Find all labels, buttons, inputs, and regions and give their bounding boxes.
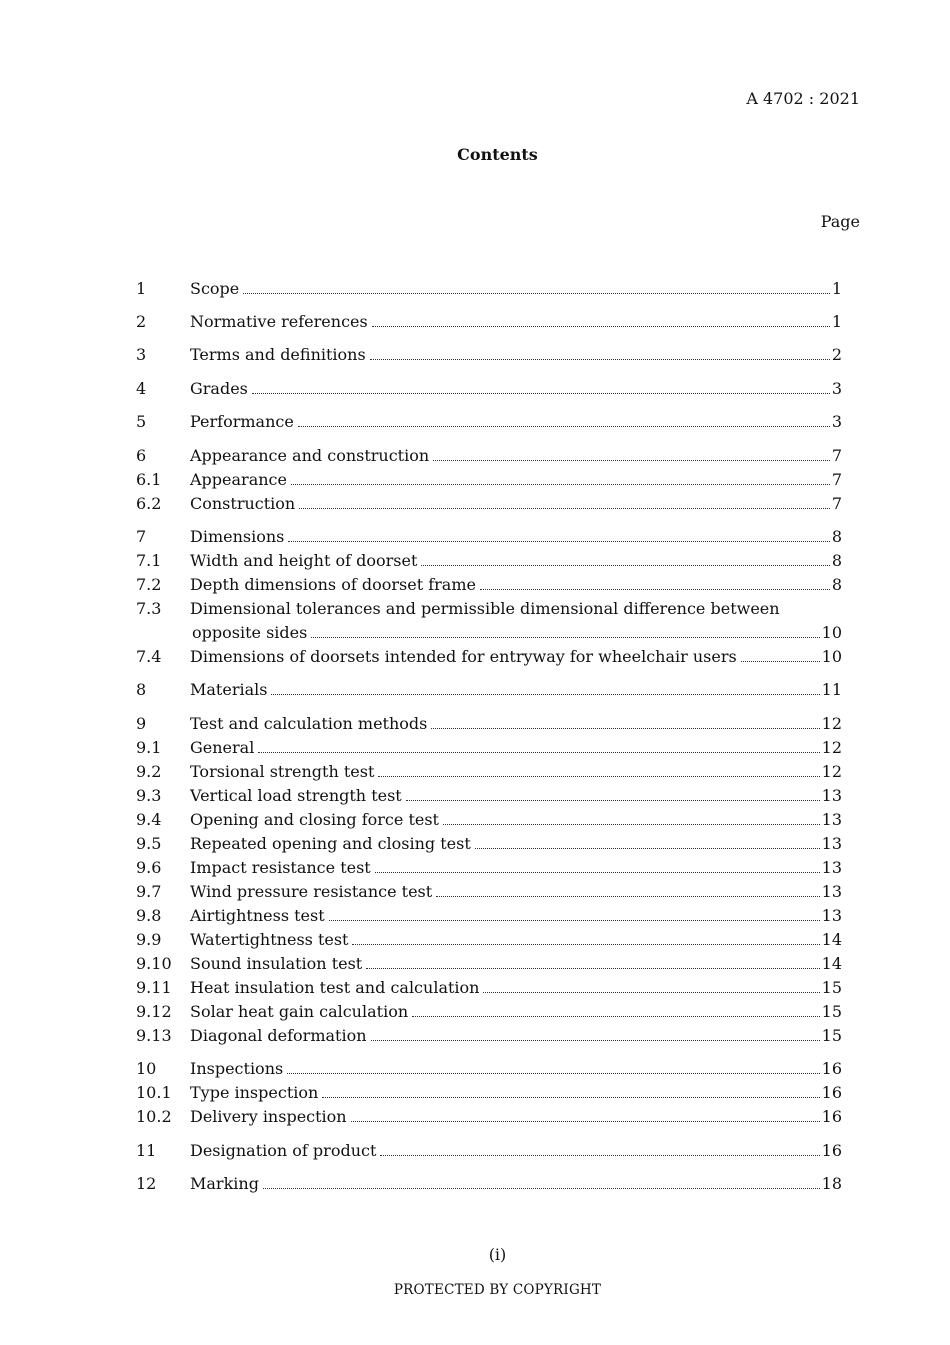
- toc-entry-title: Dimensional tolerances and permissible dimensional difference between: [190, 599, 780, 618]
- toc-entry-title: Performance: [190, 412, 294, 431]
- toc-entry-number: 9: [136, 714, 147, 733]
- toc-entry[interactable]: [136, 646, 842, 668]
- toc-entry-page: 13: [821, 810, 842, 829]
- toc-entry-page: 1: [831, 312, 842, 331]
- toc-entry-title: Construction: [190, 494, 296, 513]
- toc-entry-page: 7: [831, 470, 842, 489]
- leader-dots: [298, 411, 830, 427]
- toc-entry-number: 9.10: [136, 954, 172, 973]
- toc-entry-number: 10: [136, 1059, 157, 1078]
- toc-entry-page: 11: [821, 680, 842, 699]
- toc-entry-page: 13: [821, 858, 842, 877]
- leader-dots: [480, 574, 830, 590]
- toc-entry-title: Marking: [190, 1174, 259, 1193]
- leader-dots: [443, 809, 820, 825]
- leader-dots: [380, 1140, 819, 1156]
- toc-entry-page: 16: [821, 1141, 842, 1160]
- toc-entry-page: 14: [821, 930, 842, 949]
- toc-entry[interactable]: [136, 526, 842, 548]
- toc-entry[interactable]: [136, 378, 842, 400]
- toc-entry-page: 12: [821, 714, 842, 733]
- toc-entry-number: 9.8: [136, 906, 162, 925]
- page-column-label: Page: [820, 212, 860, 231]
- toc-entry-number: 7.4: [136, 647, 162, 666]
- leader-dots: [412, 1001, 820, 1017]
- toc-entry[interactable]: [136, 1173, 842, 1195]
- toc-entry-page: 15: [821, 978, 842, 997]
- leader-dots: [375, 857, 820, 873]
- toc-entry-page: 8: [831, 575, 842, 594]
- toc-entry-page: 15: [821, 1026, 842, 1045]
- leader-dots: [431, 713, 819, 729]
- toc-entry-number: 1: [136, 279, 147, 298]
- toc-entry-title: Appearance and construction: [190, 446, 430, 465]
- toc-entry-title: Dimensions: [190, 527, 285, 546]
- toc-entry-number: 9.12: [136, 1002, 172, 1021]
- toc-entry[interactable]: [136, 929, 842, 951]
- toc-entry-page: 8: [831, 527, 842, 546]
- toc-entry-number: 4: [136, 379, 147, 398]
- toc-entry[interactable]: [136, 493, 842, 515]
- toc-entry-title: Diagonal deformation: [190, 1026, 367, 1045]
- standard-id: A 4702 : 2021: [746, 89, 860, 108]
- toc-entry[interactable]: [136, 311, 842, 333]
- toc-entry-title: Delivery inspection: [190, 1107, 347, 1126]
- leader-dots: [352, 929, 819, 945]
- toc-entry[interactable]: [136, 713, 842, 735]
- leader-dots: [299, 493, 830, 509]
- toc-entry-page: 12: [821, 738, 842, 757]
- leader-dots: [483, 977, 819, 993]
- toc-entry[interactable]: [136, 953, 842, 975]
- toc-entry-number: 9.5: [136, 834, 162, 853]
- toc-entry-title: Test and calculation methods: [190, 714, 428, 733]
- toc-entry-title: Depth dimensions of doorset frame: [190, 575, 476, 594]
- toc-entry-title: Grades: [190, 379, 248, 398]
- toc-entry-number: 10.2: [136, 1107, 172, 1126]
- toc-entry-number: 6.1: [136, 470, 162, 489]
- leader-dots: [366, 953, 819, 969]
- toc-entry-page: 1: [831, 279, 842, 298]
- leader-dots: [421, 550, 829, 566]
- leader-dots: [436, 881, 819, 897]
- toc-entry-title: Scope: [190, 279, 240, 298]
- toc-entry-title: Type inspection: [190, 1083, 319, 1102]
- toc-entry-title: Repeated opening and closing test: [190, 834, 471, 853]
- leader-dots: [475, 833, 820, 849]
- toc-entry-title: Opening and closing force test: [190, 810, 439, 829]
- toc-entry-title: Designation of product: [190, 1141, 377, 1160]
- toc-entry[interactable]: [136, 278, 842, 300]
- toc-entry-page: 12: [821, 762, 842, 781]
- leader-dots: [291, 469, 830, 485]
- toc-entry[interactable]: [136, 737, 842, 759]
- toc-entry-page: 16: [821, 1059, 842, 1078]
- toc-entry-number: 6: [136, 446, 147, 465]
- toc-entry-title: Airtightness test: [190, 906, 325, 925]
- toc-entry-page: 10: [821, 623, 842, 642]
- toc-entry[interactable]: [136, 469, 842, 491]
- toc-entry-page: 7: [831, 494, 842, 513]
- toc-entry[interactable]: [136, 679, 842, 701]
- toc-entry-page: 7: [831, 446, 842, 465]
- leader-dots: [433, 445, 830, 461]
- toc-entry-title-continued: opposite sides: [192, 623, 308, 642]
- leader-dots: [322, 1082, 819, 1098]
- leader-dots: [378, 761, 819, 777]
- toc-entry-number: 11: [136, 1141, 157, 1160]
- toc-entry-page: 13: [821, 906, 842, 925]
- toc-entry-page: 14: [821, 954, 842, 973]
- toc-entry-number: 9.2: [136, 762, 162, 781]
- leader-dots: [287, 1058, 819, 1074]
- toc-entry-title: Terms and definitions: [190, 345, 366, 364]
- toc-entry[interactable]: [136, 809, 842, 831]
- toc-entry-page: 13: [821, 834, 842, 853]
- toc-entry-number: 6.2: [136, 494, 162, 513]
- toc-entry[interactable]: [136, 550, 842, 572]
- page-title: Contents: [457, 145, 538, 164]
- toc-entry-number: 5: [136, 412, 147, 431]
- toc-entry-number: 8: [136, 680, 147, 699]
- toc-entry-title: Appearance: [190, 470, 287, 489]
- toc-entry-number: 9.3: [136, 786, 162, 805]
- toc-entry-page: 18: [821, 1174, 842, 1193]
- leader-dots: [370, 344, 830, 360]
- toc-entry[interactable]: [136, 1106, 842, 1128]
- leader-dots: [243, 278, 830, 294]
- toc-entry[interactable]: [136, 598, 842, 620]
- toc-entry[interactable]: [136, 1025, 842, 1047]
- toc-entry-title: Sound insulation test: [190, 954, 363, 973]
- toc-entry-page: 2: [831, 345, 842, 364]
- toc-entry-title: Wind pressure resistance test: [190, 882, 433, 901]
- toc-entry-number: 7.1: [136, 551, 162, 570]
- toc-entry[interactable]: [136, 411, 842, 433]
- leader-dots: [263, 1173, 820, 1189]
- toc-entry-page: 15: [821, 1002, 842, 1021]
- toc-entry-number: 9.11: [136, 978, 172, 997]
- toc-entry-number: 3: [136, 345, 147, 364]
- toc-entry-page: 10: [821, 647, 842, 666]
- leader-dots: [741, 646, 820, 662]
- toc-entry[interactable]: [136, 977, 842, 999]
- leader-dots: [258, 737, 819, 753]
- toc-entry[interactable]: [136, 1058, 842, 1080]
- toc-entry[interactable]: [136, 857, 842, 879]
- leader-dots: [372, 311, 830, 327]
- toc-entry-title: Dimensions of doorsets intended for entryway for wheelchair users: [190, 647, 737, 666]
- toc-entry-title: Width and height of doorset: [190, 551, 418, 570]
- toc-entry-page: 13: [821, 786, 842, 805]
- toc-entry-title: General: [190, 738, 255, 757]
- leader-dots: [288, 526, 829, 542]
- toc-entry-page: 13: [821, 882, 842, 901]
- toc-entry-title: Inspections: [190, 1059, 284, 1078]
- toc-entry[interactable]: [136, 574, 842, 596]
- toc-entry-title: Watertightness test: [190, 930, 349, 949]
- toc-entry-number: 7.3: [136, 599, 162, 618]
- toc-entry-number: 12: [136, 1174, 157, 1193]
- toc-entry-number: 2: [136, 312, 147, 331]
- toc-entry[interactable]: [136, 905, 842, 927]
- leader-dots: [271, 679, 819, 695]
- toc-entry-number: 9.4: [136, 810, 162, 829]
- toc-entry-number: 10.1: [136, 1083, 172, 1102]
- toc-entry[interactable]: [136, 1082, 842, 1104]
- toc-entry[interactable]: [136, 1140, 842, 1162]
- toc-entry-number: 9.1: [136, 738, 162, 757]
- toc-entry-number: 9.9: [136, 930, 162, 949]
- leader-dots: [371, 1025, 820, 1041]
- toc-entry-number: 7.2: [136, 575, 162, 594]
- toc-entry[interactable]: [136, 761, 842, 783]
- toc-entry[interactable]: [136, 881, 842, 903]
- toc-entry[interactable]: [136, 785, 842, 807]
- leader-dots: [329, 905, 820, 921]
- toc-entry-page: 8: [831, 551, 842, 570]
- toc-entry[interactable]: [136, 445, 842, 467]
- toc-entry-title: Materials: [190, 680, 268, 699]
- toc-entry-title: Heat insulation test and calculation: [190, 978, 480, 997]
- toc-entry-title: Solar heat gain calculation: [190, 1002, 409, 1021]
- toc-entry-page: 3: [831, 412, 842, 431]
- toc-entry-number: 9.7: [136, 882, 162, 901]
- toc-entry[interactable]: [136, 1001, 842, 1023]
- toc-entry-title: Vertical load strength test: [190, 786, 402, 805]
- toc-entry-title: Torsional strength test: [190, 762, 375, 781]
- toc-entry-number: 7: [136, 527, 147, 546]
- toc-entry-number: 9.6: [136, 858, 162, 877]
- leader-dots: [351, 1106, 820, 1122]
- toc-entry-page: 3: [831, 379, 842, 398]
- copyright-notice: PROTECTED BY COPYRIGHT: [393, 1282, 602, 1298]
- leader-dots: [311, 622, 819, 638]
- toc-entry-title: Impact resistance test: [190, 858, 371, 877]
- toc-entry-page: 16: [821, 1083, 842, 1102]
- toc-entry-title: Normative references: [190, 312, 368, 331]
- leader-dots: [252, 378, 830, 394]
- toc-entry[interactable]: [136, 833, 842, 855]
- toc-entry-page: 16: [821, 1107, 842, 1126]
- toc-entry[interactable]: [136, 344, 842, 366]
- page-number: (i): [488, 1245, 507, 1264]
- leader-dots: [406, 785, 820, 801]
- toc-entry-number: 9.13: [136, 1026, 172, 1045]
- toc-entry-continuation[interactable]: [136, 622, 842, 644]
